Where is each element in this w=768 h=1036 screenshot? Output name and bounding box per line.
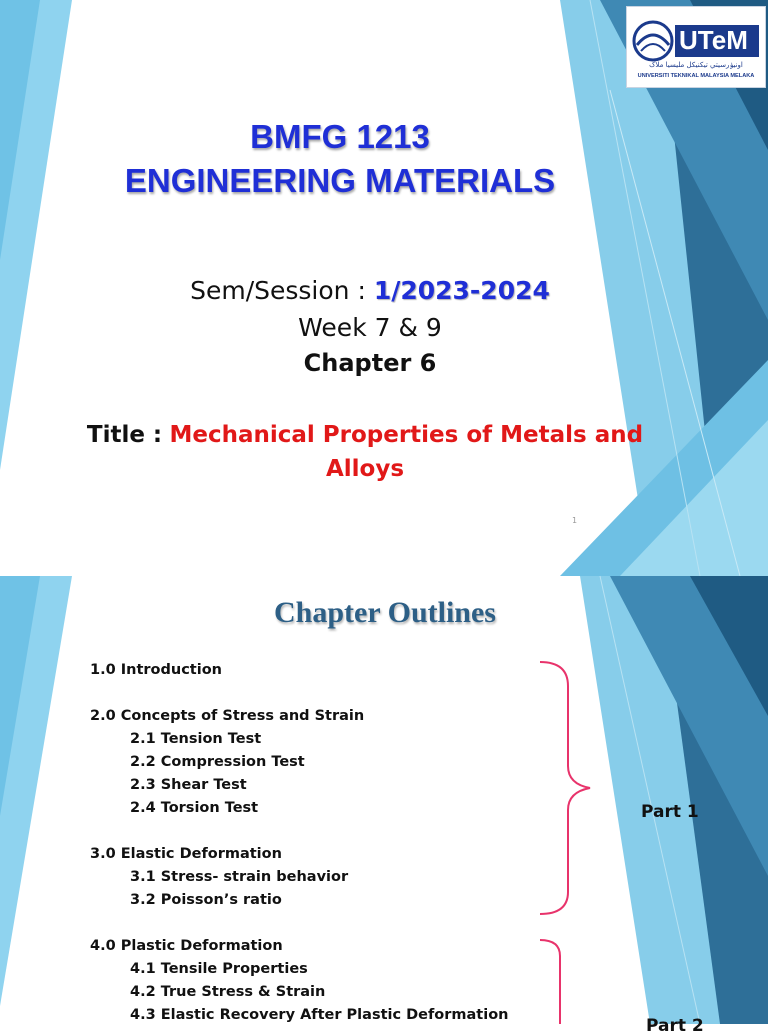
session-label: Sem/Session :: [190, 276, 366, 305]
logo-subtitle: UNIVERSITI TEKNIKAL MALAYSIA MELAKA: [637, 73, 755, 79]
part2-brace: [540, 940, 560, 1024]
slide2-background-shapes: [0, 576, 768, 1024]
outline-item: 4.2 True Stress & Strain: [130, 984, 326, 1000]
utem-logo: [626, 6, 766, 88]
session-line: [60, 276, 680, 305]
outline-item: 2.3 Shear Test: [130, 777, 247, 793]
outline-item: 2.0 Concepts of Stress and Strain: [90, 708, 365, 724]
outline-item: 4.0 Plastic Deformation: [90, 938, 283, 954]
title-label: Title :: [86, 422, 163, 448]
outline-item: 3.2 Poisson’s ratio: [130, 892, 282, 908]
outline-heading: Chapter Outlines: [274, 596, 496, 629]
outline-item: 3.1 Stress- strain behavior: [130, 869, 349, 885]
part2-label: Part 2: [646, 1016, 704, 1036]
outline-item: 2.1 Tension Test: [130, 731, 262, 747]
outline-item: 3.0 Elastic Deformation: [90, 846, 282, 862]
course-name: ENGINEERING MATERIALS: [124, 162, 556, 199]
title-line-2: [40, 452, 690, 486]
part1-label: Part 1: [641, 802, 699, 822]
course-code: BMFG 1213: [250, 118, 430, 155]
logo-wordmark: UTeM: [679, 25, 748, 55]
session-value: 1/2023-2024: [373, 276, 550, 305]
week-line: Week 7 & 9: [298, 313, 442, 342]
part1-brace: [540, 662, 590, 914]
outline-item: 2.4 Torsion Test: [130, 800, 259, 816]
outline-item: 4.1 Tensile Properties: [130, 961, 308, 977]
outline-slide: [0, 576, 768, 1036]
chapter-line: Chapter 6: [303, 349, 437, 377]
title-line: [40, 418, 690, 452]
title-text-line2: Alloys: [325, 456, 405, 482]
outline-item: 4.3 Elastic Recovery After Plastic Deformation: [130, 1007, 509, 1023]
page-number: 1: [572, 516, 578, 525]
outline-item: 2.2 Compression Test: [130, 754, 305, 770]
logo-jawi-text: اونيۏرسيتي تيکنيکل مليسيا ملاک: [649, 61, 743, 69]
outline-item: 1.0 Introduction: [90, 662, 222, 678]
title-text-line1: Mechanical Properties of Metals and: [169, 422, 644, 448]
